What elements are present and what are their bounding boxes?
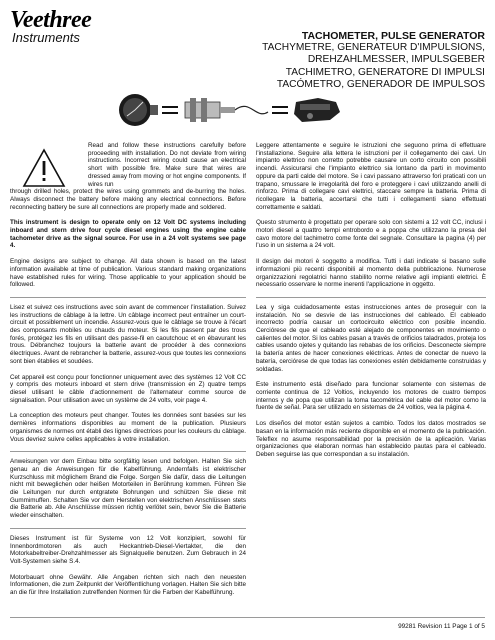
warning-english-top: Read and follow these instructions carefully before proceeding with installation. Do not deviate from wiring instructions. Incorrect wiring could cause an electrical short with possible fire. Make sure that wires are dressed away from moving or hot engine components. If wires run xyxy=(88,142,246,188)
design-spanish: Este instrumento está diseñado para funcionar solamente con sistemas de corriente continua de 12 Voltios, incluyendo los motores de cuatro tiempos internos y de popa que utilizan la toma tacométrica del cable del motor como la fuente de señal. Para ser utilizado en sistemas de 24 voltios, vea la página 4. xyxy=(256,381,486,412)
section-divider xyxy=(256,297,486,298)
design-german: Dieses Instrument ist für Systeme von 12 Volt konzipiert, sowohl für Innenbordmotoren als auch Heckantrieb-Diesel-Viertakter, die den Motorkabeltreiber-Drehzahlmesser als Signalquelle benutzen. Zum Gebrauch in 24 Volt-Systemen siehe S.4. xyxy=(10,534,246,565)
product-figures xyxy=(0,90,495,132)
equals-sign-icon xyxy=(272,106,288,114)
section-divider xyxy=(10,528,246,529)
page-footer: 99281 Revision 11 Page 1 of 5 xyxy=(398,623,485,630)
change-english: Engine designs are subject to change. All data shown is based on the latest information available at time of publication. Various standard making organizations have established rules for wiring. Those applicable to your application should be followed. xyxy=(10,258,246,289)
warning-spanish: Lea y siga cuidadosamente estas instrucciones antes de proseguir con la instalación. No se desvíe de las instrucciones del cableado. El cableado incorrecto podría causar un cortocircuito eléctrico con posible incendio. Cerciórese de que el cableado esté alejado de componentes en movimiento o calientes del motor. Si los cables pasan a través de orificios taladrados, proteja los cables usando ojetes y quitando las rebabas de los orificios. Desconecte siempre la batería antes de hacer conexiones eléctricas. Antes de conectar de nuevo la batería, cerciórese de que todas las conexiones estén debidamente construidas y soldadas. xyxy=(256,303,486,373)
section-divider xyxy=(10,297,246,298)
brand-logo xyxy=(10,9,130,44)
title-french: TACHYMETRE, GENERATEUR D'IMPULSIONS, xyxy=(262,42,485,54)
warning-english-rest: through drilled holes, protect the wires using grommets and de-burring the holes. Always disconnect the battery before making any electrical connections. Before reconnecting battery be sure all connections are properly made and soldered. xyxy=(10,188,246,211)
change-french: La conception des moteurs peut changer. Toutes les données sont basées sur les dernières informations disponibles au moment de la publication. Plusieurs organismes de normes ont établi des lignes directrices pour les couleurs du câblage. Vous devriez suivre celles applicables à votre installation. xyxy=(10,412,246,443)
design-italian: Questo strumento è progettato per operare solo con sistemi a 12 volt CC, inclusi i motori diesel a quattro tempi entrobordo e a poppa che utilizzano la presa del cavo motore del tachimetro come fonte del segnale. Consultare la pagina (4) per l'uso in un sistema a 24 volt. xyxy=(256,219,486,250)
engine-icon xyxy=(294,98,340,122)
title-italian: TACHIMETRO, GENERATORE DI IMPULSI xyxy=(285,66,485,78)
title-german-top: DREHZAHLMESSER, IMPULSGEBER xyxy=(307,54,485,66)
design-french: Cet appareil est conçu pour fonctionner uniquement avec des systèmes 12 Volt CC y compris des moteurs inboard et stern drive (transmission en Z) quatre temps diesel utilisant le câble d'actionnement de l'alternateur comme source de signalisation. Pour utilisation avec un système de 24 volts, voir page 4. xyxy=(10,373,246,404)
warning-french: Lisez et suivez ces instructions avec soin avant de commencer l'installation. Suivez les instructions de câblage à la lettre. Un câblage incorrect peut entraîner un court-circuit et possiblement un incendie. Assurez-vous que le câblage se trouve à l'écart des composants mobiles ou chauds du moteur. Si les fils passent par des trous forés, protégez les fils en utilisant des passe-fil en caoutchouc et en ébavurant les trous. Débranchez toujours la batterie avant de procéder à des connexions électriques. Avant de rebrancher la batterie, assurez-vous que toutes les connexions sont bien établies et soudées. xyxy=(10,303,246,365)
right-column xyxy=(256,142,486,467)
warning-italian: Leggere attentamente e seguire le istruzioni che seguono prima di effettuare l'installazione. Seguire alla lettera le istruzioni per il collegamento dei cavi. Un impianto elettrico non corretto potrebbe causare un corto circuito con possibili incendi. Assicurarsi che l'impianto elettrico sia lontano da parti in movimento oppure da parti calde del motore. Se i cavi passano attraverso fori praticati con un trapano, smussare le irregolarità del foro e proteggere i cavi utilizzando anelli di rinforzo. Prima di collegare cavi elettrici, staccare sempre la batteria. Prima di ricollegare la batteria, accertarsi che tutti i collegamenti siano effettuati correttamente e saldati. xyxy=(256,142,486,211)
warning-german: Anweisungen vor dem Einbau bitte sorgfältig lesen und befolgen. Halten Sie sich genau an die Anweisungen für die Kabelführung. Andernfalls ist elektrischer Kurzschluss mit möglichem Brand die Folge. Sorgen Sie dafür, dass die Leitungen nicht mit beweglichen oder heißen Motorteilen in Berührung kommen. Führen Sie die Leitungen nur durch entgratete Bohrungen und schützen Sie diese mit Gummimuffen. Schalten Sie vor dem Herstellen von elektrischen Anschlüssen stets die Batterie ab. Alle Anschlüsse müssen richtig verlötet sein, bevor Sie die Batterie wieder einschalten. xyxy=(10,458,246,520)
brand-subname: Instruments xyxy=(12,30,80,45)
section-divider xyxy=(10,451,246,452)
equals-sign-icon xyxy=(162,106,178,114)
change-german: Motorbauart ohne Gewähr. Alle Angaben richten sich nach den neuesten Informationen, die zum Zeitpunkt der Veröffentlichung vorlagen. Halten Sie sich bitte an die für Ihre Installation zutreffenden Normen für die Farben der Kabelführung. xyxy=(10,573,246,597)
left-column xyxy=(10,142,246,605)
title-english: TACHOMETER, PULSE GENERATOR xyxy=(301,30,485,42)
design-english: This instrument is design to operate only on 12 Volt DC systems including inboard and stern drive four cycle diesel engines using the engine cable tachometer drive as the signal source. For use in a 24 volt systems see page 4. xyxy=(10,219,246,250)
change-italian: Il design dei motori è soggetto a modifica. Tutti i dati indicate si basano sulle informazioni più recenti disponibili al momento della pubblicazione. Numerose organizzazioni regolatrici hanno stabilito norme relative agli impianti elettrici. È necessario osservare le norme inerenti l'applicazione in oggetto. xyxy=(256,258,486,289)
warning-block-english xyxy=(10,142,246,211)
document-titles xyxy=(262,30,485,91)
brand-name: Veethree xyxy=(10,7,92,33)
footer-rule xyxy=(10,617,485,618)
tachometer-gauge-icon xyxy=(119,94,158,126)
pulse-generator-icon xyxy=(185,98,268,122)
title-spanish: TACÓMETRO, GENERADOR DE IMPULSOS xyxy=(276,78,485,90)
warning-triangle-icon xyxy=(22,148,66,188)
change-spanish: Los diseños del motor están sujetos a cambio. Todos los datos mostrados se basan en la información más reciente disponible en el momento de la publicación. Teleflex no asume responsabilidad por la precisión de la aplicación. Varias organizaciones que elaboran normas han establecido pautas para el cableado. Deben seguirse las que correspondan a su instalación. xyxy=(256,420,486,458)
